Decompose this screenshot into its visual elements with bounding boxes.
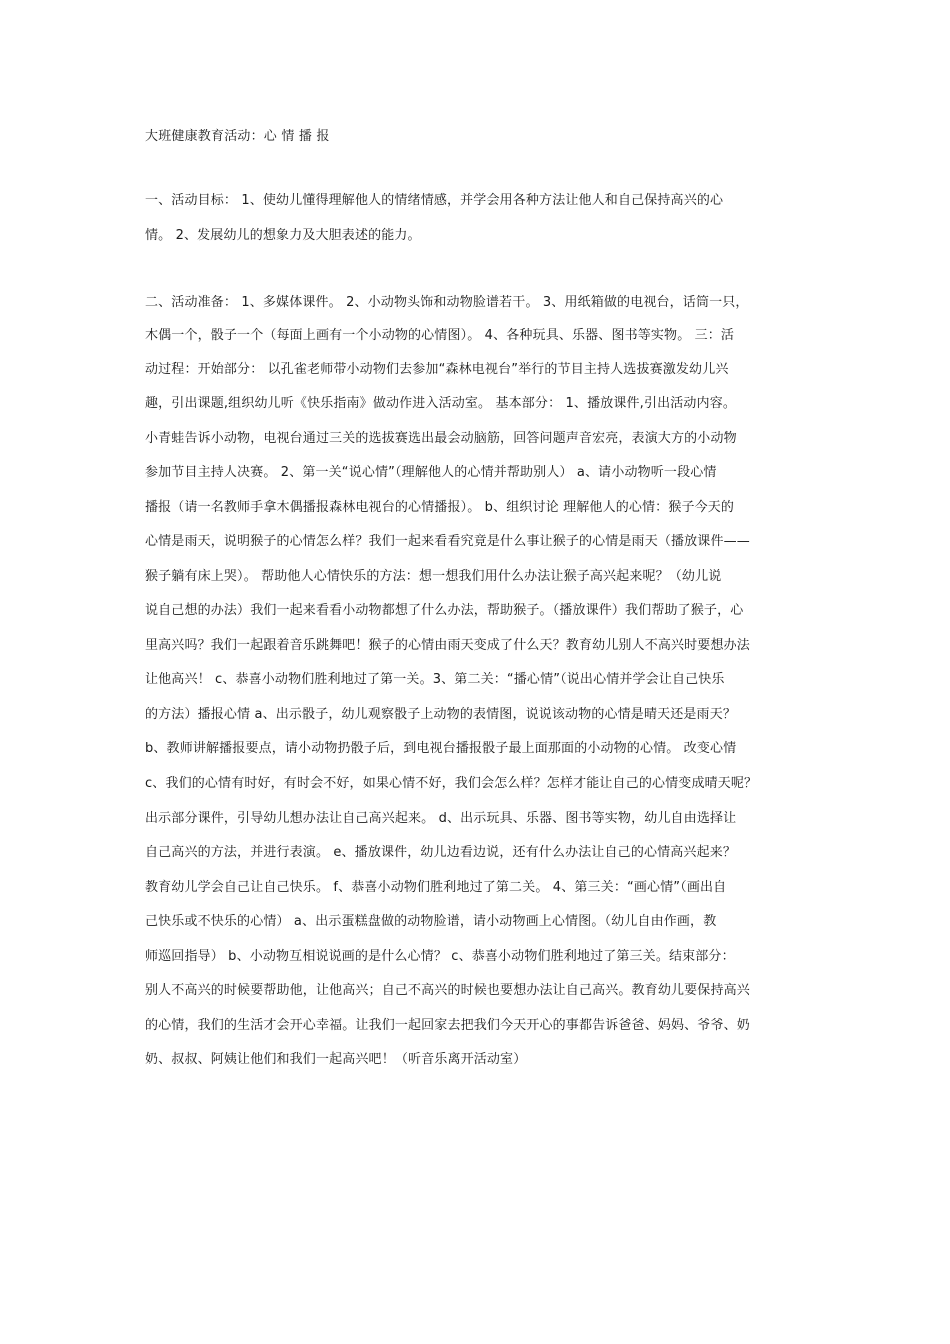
- text-line: 二、活动准备： 1、多媒体课件。 2、小动物头饰和动物脸谱若干。 3、用纸箱做的电视台，话筒一只，: [145, 295, 749, 310]
- text-line: 师巡回指导） b、小动物互相说说画的是什么心情？ c、恭喜小动物们胜利地过了第三关。结束部分：: [145, 949, 735, 964]
- text-line: 别人不高兴的时候要帮助他，让他高兴；自己不高兴的时候也要想办法让自己高兴。教育幼儿要保持高兴: [145, 983, 750, 998]
- text-line: 参加节目主持人决赛。 2、第一关“说心情”（理解他人的心情并帮助别人） a、请小动物听一段心情: [145, 465, 717, 480]
- text-line: 播报（请一名教师手拿木偶播报森林电视台的心情播报）。 b、组织讨论 理解他人的心情：猴子今天的: [145, 500, 735, 515]
- text-line: 说自己想的办法）我们一起来看看小动物都想了什么办法，帮助猴子。（播放课件）我们帮助了猴子，心: [145, 603, 744, 618]
- text-line: 自己高兴的方法，并进行表演。 e、播放课件，幼儿边看边说，还有什么办法让自己的心情高兴起来？: [145, 845, 737, 860]
- text-line: 让他高兴！ c、恭喜小动物们胜利地过了第一关。3、第二关：“播心情”（说出心情并学会让自己快乐: [145, 672, 725, 687]
- text-line: 的方法）播报心情 a、出示骰子，幼儿观察骰子上动物的表情图，说说该动物的心情是晴天还是雨天？: [145, 707, 736, 722]
- text-line: 心情是雨天，说明猴子的心情怎么样？我们一起来看看究竟是什么事让猴子的心情是雨天（播放课件——: [145, 534, 750, 549]
- document-title: 大班健康教育活动：心 情 播 报: [145, 129, 330, 144]
- text-line: 小青蛙告诉小动物，电视台通过三关的选拔赛选出最会动脑筋，回答问题声音宏亮，表演大方的小动物: [145, 431, 737, 446]
- text-line: b、教师讲解播报要点，请小动物扔骰子后，到电视台播报骰子最上面那面的小动物的心情。 改变心情: [145, 741, 737, 756]
- text-line: 猴子躺有床上哭）。 帮助他人心情快乐的方法：想一想我们用什么办法让猴子高兴起来呢？（幼儿说: [145, 569, 722, 584]
- text-line: 奶、叔叔、阿姨让他们和我们一起高兴吧！（听音乐离开活动室）: [145, 1052, 527, 1067]
- text-line: 情。 2、发展幼儿的想象力及大胆表述的能力。: [145, 228, 421, 243]
- text-line: 趣，引出课题,组织幼儿听《快乐指南》做动作进入活动室。 基本部分： 1、播放课件,引出活动内容。: [145, 396, 737, 411]
- text-line: c、我们的心情有时好，有时会不好，如果心情不好，我们会怎么样？怎样才能让自己的心情变成晴天呢？: [145, 776, 758, 791]
- text-line: 出示部分课件，引导幼儿想办法让自己高兴起来。 d、出示玩具、乐器、图书等实物，幼儿自由选择让: [145, 811, 737, 826]
- text-line: 一、活动目标： 1、使幼儿懂得理解他人的情绪情感，并学会用各种方法让他人和自己保持高兴的心: [145, 193, 724, 208]
- text-line: 己快乐或不快乐的心情） a、出示蛋糕盘做的动物脸谱，请小动物画上心情图。（幼儿自由作画，教: [145, 914, 717, 929]
- text-line: 的心情，我们的生活才会开心幸福。让我们一起回家去把我们今天开心的事都告诉爸爸、妈妈、爷爷、奶: [145, 1018, 750, 1033]
- text-line: 里高兴吗？我们一起跟着音乐跳舞吧！猴子的心情由雨天变成了什么天？教育幼儿别人不高兴时要想办法: [145, 638, 750, 653]
- text-line: 木偶一个，骰子一个（每面上画有一个小动物的心情图）。 4、各种玩具、乐器、图书等实物。 三：活: [145, 328, 735, 343]
- text-line: 教育幼儿学会自己让自己快乐。 f、恭喜小动物们胜利地过了第二关。 4、第三关：“画心情”（画出自: [145, 880, 727, 895]
- text-line: 动过程：开始部分： 以孔雀老师带小动物们去参加“森林电视台”举行的节目主持人选拔赛激发幼儿兴: [145, 362, 729, 377]
